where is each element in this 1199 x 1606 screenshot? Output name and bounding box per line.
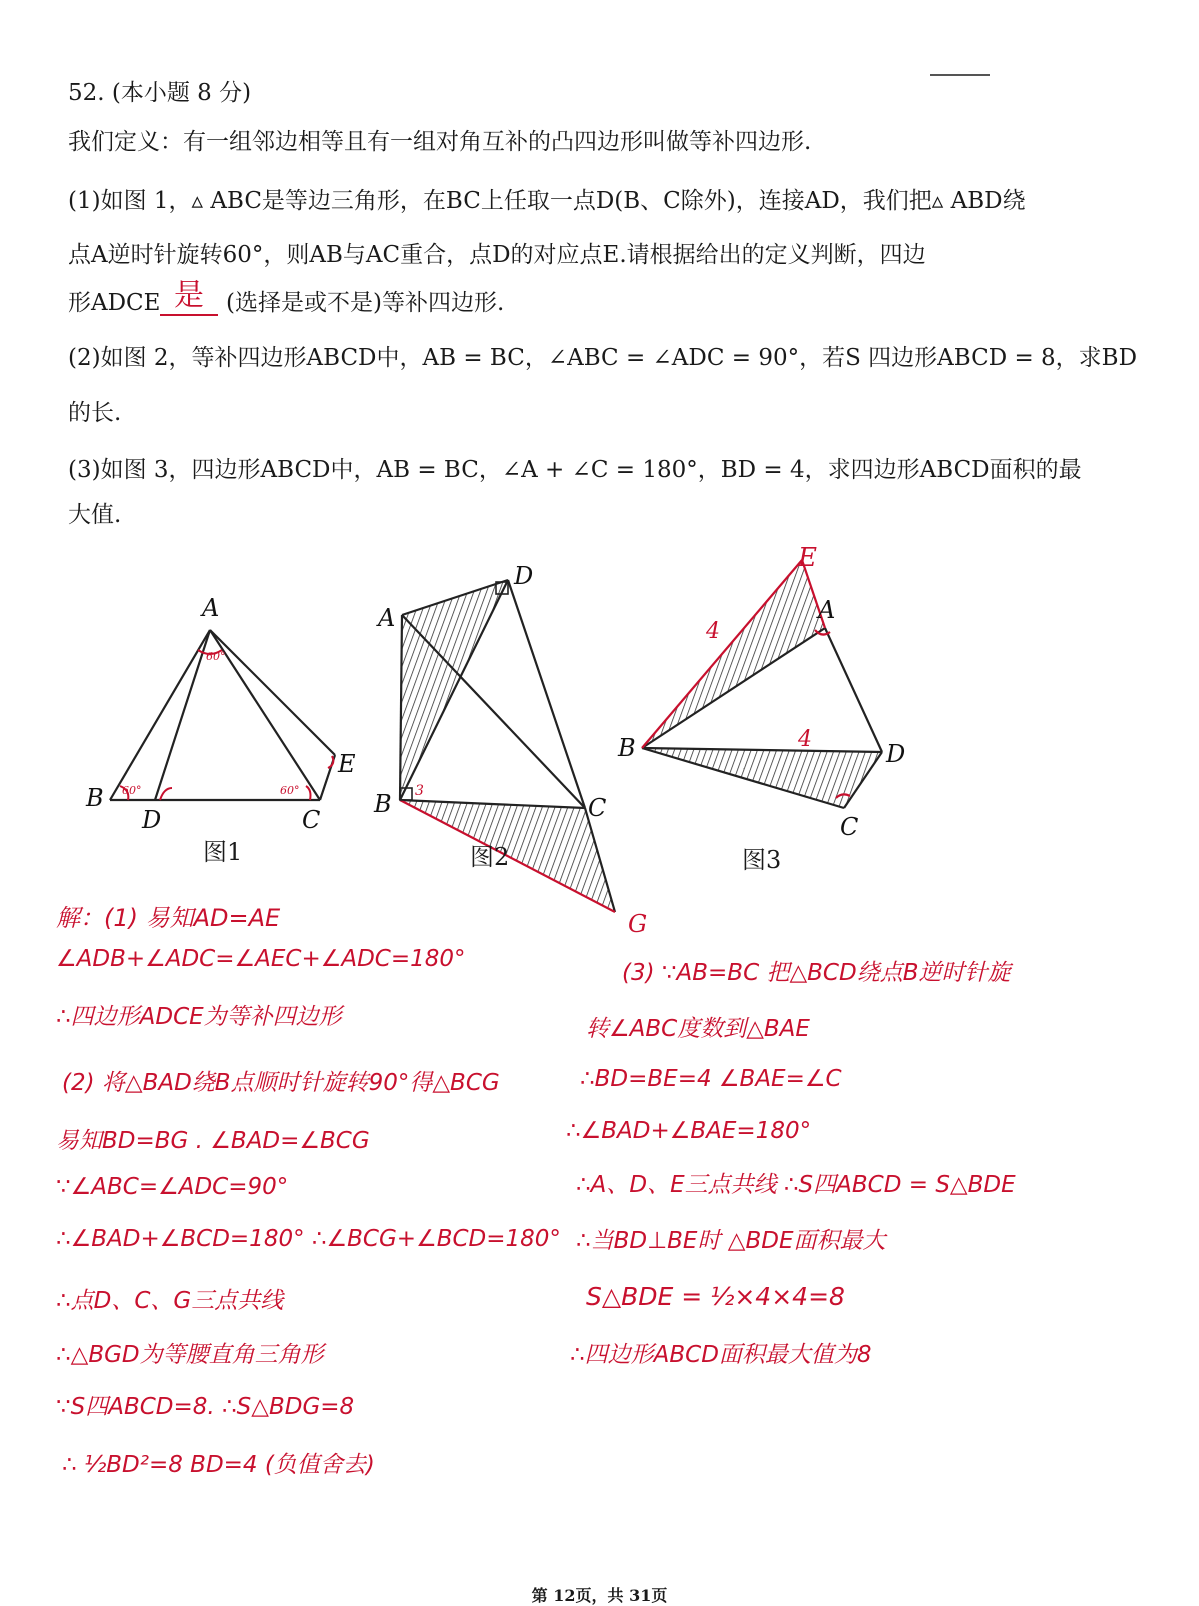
part1-line3-pre: 形ADCE	[68, 290, 161, 316]
solution-left-line: 解：(1) 易知AD=AE	[56, 904, 281, 932]
solution-left-line: (2) 将△BAD绕B点顺时针旋转90°得△BCG	[62, 1070, 500, 1096]
solution-left-line: ∴ ½BD²=8 BD=4 (负值舍去)	[62, 1452, 375, 1478]
part3-line1: (3)如图 3，四边形ABCD中，AB = BC，∠A + ∠C = 180°，BD = 4，求四边形ABCD面积的最	[68, 457, 1082, 483]
part1-line3-post: (选择是或不是)等补四边形.	[226, 290, 505, 316]
fig2-label-D: D	[514, 562, 534, 590]
solution-left-line: ∴∠BAD+∠BCD=180° ∴∠BCG+∠BCD=180°	[56, 1226, 561, 1252]
part2-line1: (2)如图 2，等补四边形ABCD中，AB = BC，∠ABC = ∠ADC = 90°，若S 四边形ABCD = 8，求BD	[68, 345, 1138, 371]
fig3-label-A: A	[818, 596, 836, 624]
fig1-label-B: B	[86, 784, 104, 812]
part1-line2: 点A逆时针旋转60°，则AB与AC重合，点D的对应点E.请根据给出的定义判断，四边	[68, 242, 926, 268]
part2-line2: 的长.	[68, 400, 122, 426]
part1-line1: (1)如图 1，▵ ABC是等边三角形，在BC上任取一点D(B、C除外)，连接AD，我们把▵ ABD绕	[68, 188, 1026, 214]
fig2-label-G: G	[628, 910, 648, 938]
fig1-caption: 图1	[203, 838, 243, 866]
top-rule	[930, 74, 990, 76]
solution-left-line: ∴点D、C、G三点共线	[56, 1288, 284, 1314]
fig1-label-D: D	[142, 806, 162, 834]
fig1-angle-A: 60°	[206, 650, 226, 663]
problem-number: 52. (本小题 8 分)	[68, 80, 252, 106]
solution-left-line: ∴四边形ADCE为等补四边形	[56, 1004, 342, 1030]
fig1-label-A: A	[202, 594, 220, 622]
fig3-caption: 图3	[742, 846, 782, 874]
fig3-label-B: B	[618, 734, 636, 762]
solution-left-line: 易知BD=BG . ∠BAD=∠BCG	[56, 1128, 370, 1154]
solution-right-line: ∴四边形ABCD面积最大值为8	[570, 1342, 872, 1368]
fig1-angle-B: 60°	[122, 784, 142, 797]
solution-left-line: ∵S四ABCD=8. ∴S△BDG=8	[56, 1394, 355, 1420]
fig2-mark-3: 3	[415, 783, 424, 799]
figure-3	[610, 540, 930, 840]
figure-1	[80, 590, 380, 850]
solution-left-line: ∠ADB+∠ADC=∠AEC+∠ADC=180°	[56, 946, 466, 972]
fig3-label-E: E	[798, 543, 817, 573]
fig3-label-C: C	[840, 813, 859, 840]
fig3-hatched-bae	[642, 560, 825, 748]
page-footer: 第 12页，共 31页	[531, 1586, 668, 1605]
solution-right-line: ∴∠BAD+∠BAE=180°	[566, 1118, 812, 1144]
solution-right-line: (3) ∵AB=BC 把△BCD绕点B逆时针旋	[622, 960, 1011, 986]
fig3-hatched-bdc	[642, 748, 882, 808]
solution-right-line: ∴BD=BE=4 ∠BAE=∠C	[580, 1066, 842, 1092]
fig1-label-C: C	[302, 806, 321, 834]
answer-choice: 是	[160, 270, 218, 316]
fig2-label-C: C	[588, 794, 607, 822]
part3-line2: 大值.	[68, 502, 122, 528]
fig2-caption: 图2	[470, 843, 510, 871]
solution-right-line: ∴当BD⊥BE时 △BDE面积最大	[576, 1228, 886, 1254]
solution-right-line: S△BDE = ½×4×4=8	[586, 1282, 845, 1311]
solution-right-line: 转∠ABC度数到△BAE	[586, 1016, 810, 1042]
solution-left-line: ∵∠ABC=∠ADC=90°	[56, 1174, 289, 1200]
fig3-length-bd: 4	[798, 727, 812, 752]
fig3-label-D: D	[886, 740, 906, 768]
solution-right-line: ∴A、D、E三点共线 ∴S四ABCD = S△BDE	[576, 1172, 1016, 1198]
fig1-label-E: E	[338, 750, 356, 778]
fig1-angle-C: 60°	[280, 784, 300, 797]
fig2-label-B: B	[374, 790, 392, 818]
fig2-label-A: A	[378, 604, 396, 632]
fig3-length-be: 4	[706, 619, 720, 644]
solution-left-line: ∴△BGD为等腰直角三角形	[56, 1342, 324, 1368]
problem-definition: 我们定义：有一组邻边相等且有一组对角互补的凸四边形叫做等补四边形.	[68, 129, 812, 155]
